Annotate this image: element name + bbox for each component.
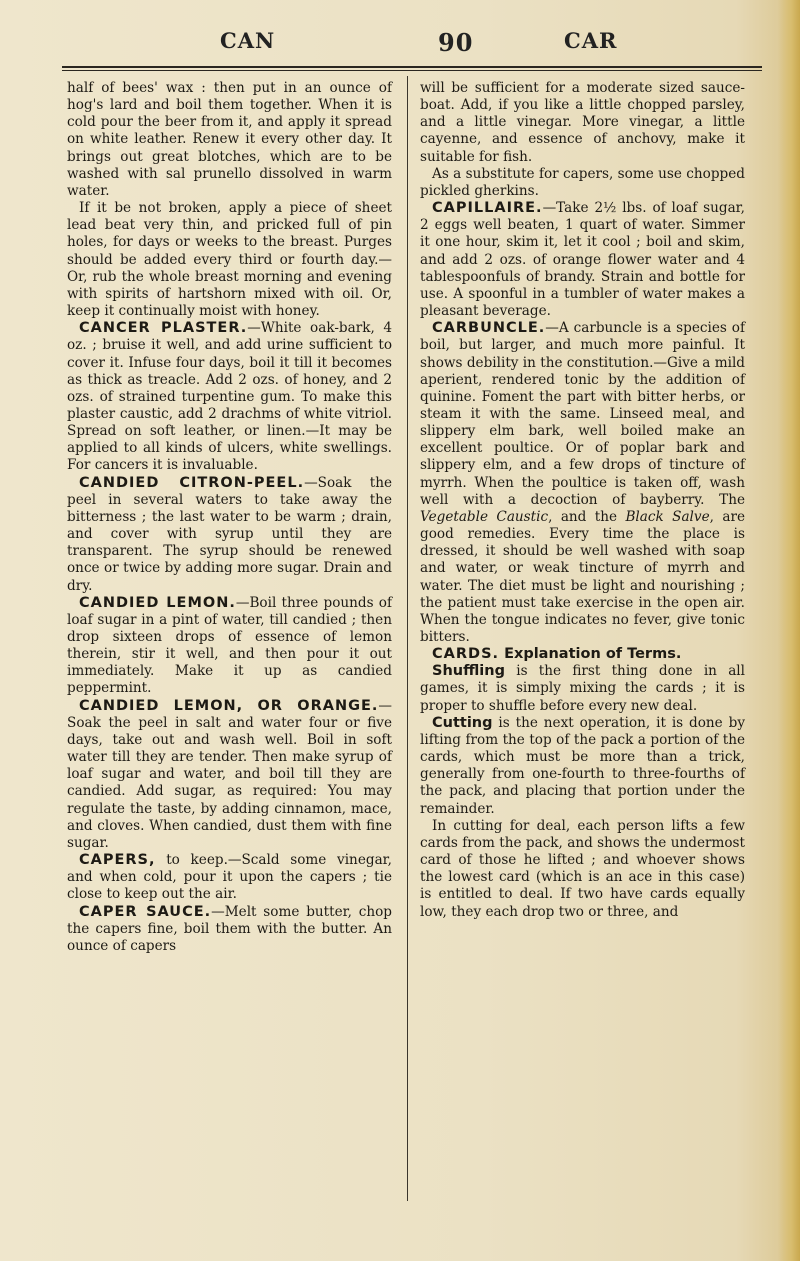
right-paragraph: As a substitute for capers, some use chopped pickled gherkins. [420,165,745,199]
right-column [420,80,745,921]
entry-cards-title [420,646,745,663]
entry-capers: CAPERS, to keep.—Scald some vinegar, and when cold, pour it upon the capers ; tie close to keep out the air. [67,852,392,903]
entry-headword: CAPILLAIRE. [432,200,543,217]
entry-headword: CANDIED LEMON, OR ORANGE. [79,697,379,714]
entry-headword: CANDIED LEMON. [79,594,236,611]
left-continuation: half of bees' wax : then put in an ounce of hog's lard and boil them together. When it is cold pour the beer from it, and apply it spread on white leather. Renew it every other day. It brings out great blotches, which are to be washed with sal prunello dissolved in warm water. [67,80,392,199]
left-column [67,80,392,955]
entry-headword: CAPER SAUCE. [79,903,212,920]
entry-capillaire: CAPILLAIRE.—Take 2½ lbs. of loaf sugar, 2 eggs well beaten, 1 quart of water. Simmer it one hour, skim it, let it cool ; boil and skim, and add 2 ozs. of orange flower water and 4 tablespoonfuls of brandy. Strain and bottle for use. A spoonful in a tumbler of water makes a pleasant beverage. [420,200,745,320]
entry-candied-lemon: CANDIED LEMON.—Boil three pounds of loaf sugar in a pint of water, till candied ; then drop sixteen drops of essence of lemon therein, stir it well, and then pour it out immediately. Make it up as candied peppermint. [67,594,392,697]
entry-headword: CARDS. [432,646,500,663]
page-edge-shadow [778,0,800,1261]
running-head [60,28,780,58]
entry-caper-sauce: CAPER SAUCE.—Melt some butter, chop the capers fine, boil them with the butter. An ounce of capers [67,903,392,954]
entry-carbuncle: CARBUNCLE.—A carbuncle is a species of boil, but larger, and much more painful. It shows debility in the constitution.—Give a mild aperient, rendered tonic by the addition of quinine. Foment the part with bitter herbs, or steam it with the same. Linseed meal, and slippery elm bark, well boiled make an excellent poultice. Or of poplar bark and slippery elm, and a few drops of tincture of myrrh. When the poultice is taken off, wash well with a decoction of bayberry. The Vegetable Caustic, and the Black Salve, are good remedies. Every time the place is dressed, it should be well washed with soap and water, or weak tincture of myrrh and water. The diet must be light and nourishing ; the patient must take exercise in the open air. When the tongue indicates no fever, give tonic bitters. [420,320,745,645]
entry-headword: CARBUNCLE. [432,320,546,337]
term-headword: Cutting [432,714,493,731]
right-continuation: will be sufficient for a moderate sized sauce-boat. Add, if you like a little chopped parsley, and a little vinegar. More vinegar, a little cayenne, and essence of anchovy, make it suitable for fish. [420,80,745,165]
term-headword: Shuffling [432,663,505,680]
header-rule-thin [62,70,762,71]
header-right-word: CAR [564,28,618,53]
column-divider [407,76,408,1201]
entry-candied-citron-peel: CANDIED CITRON-PEEL.—Soak the peel in several waters to take away the bitterness ; the last water to be warm ; drain, and cover with syrup until they are transparent. The syrup should be renewed once or twice by adding more sugar. Drain and dry. [67,474,392,594]
entry-headword: CANCER PLASTER. [79,320,248,337]
entry-candied-lemon-or-orange: CANDIED LEMON, OR ORANGE.—Soak the peel in salt and water four or five days, take out and wash well. Boil in soft water till they are tender. Then make syrup of loaf sugar and water, and boil till they are candied. Add sugar, as required: You may regulate the taste, by adding cinnamon, mace, and cloves. When candied, dust them with fine sugar. [67,697,392,851]
right-last-paragraph: In cutting for deal, each person lifts a few cards from the pack, and shows the undermost card of those he lifted ; and whoever shows the lowest card (which is an ace in this case) is entitled to deal. If two have cards equally low, they each drop two or three, and [420,817,745,920]
left-paragraph: If it be not broken, apply a piece of sheet lead beat very thin, and pricked full of pin holes, for days or weeks to the breast. Purges should be added every third or fourth day.—Or, rub the whole breast morning and evening with spirits of hartshorn mixed with oil. Or, keep it continually moist with honey. [67,200,392,320]
term-cutting: Cutting is the next operation, it is done by lifting from the top of the pack a portion of the cards, which must be more than a trick, generally from one-fourth to three-fourths of the pack, and placing that portion under the remainder. [420,714,745,817]
page-number: 90 [438,28,474,57]
section-subtitle: Explanation of Terms. [499,646,682,663]
entry-headword: CAPERS, [79,852,156,869]
entry-headword: CANDIED CITRON-PEEL. [79,474,305,491]
header-rule-thick [62,66,762,68]
italic-term: Black Salve [625,508,710,525]
term-shuffling: Shuffling is the first thing done in all games, it is simply mixing the cards ; it is proper to shuffle before every new deal. [420,663,745,714]
header-left-word: CAN [220,28,276,53]
italic-term: Vegetable Caustic [420,508,549,525]
entry-cancer-plaster: CANCER PLASTER.—White oak-bark, 4 oz. ; bruise it well, and add urine sufficient to cover it. Infuse four days, boil it till it becomes as thick as treacle. Add 2 ozs. of honey, and 2 ozs. of strained turpentine gum. To make this plaster caustic, add 2 drachms of white vitriol. Spread on soft leather, or linen.—It may be applied to all kinds of ulcers, white swellings. For cancers it is invaluable. [67,320,392,474]
